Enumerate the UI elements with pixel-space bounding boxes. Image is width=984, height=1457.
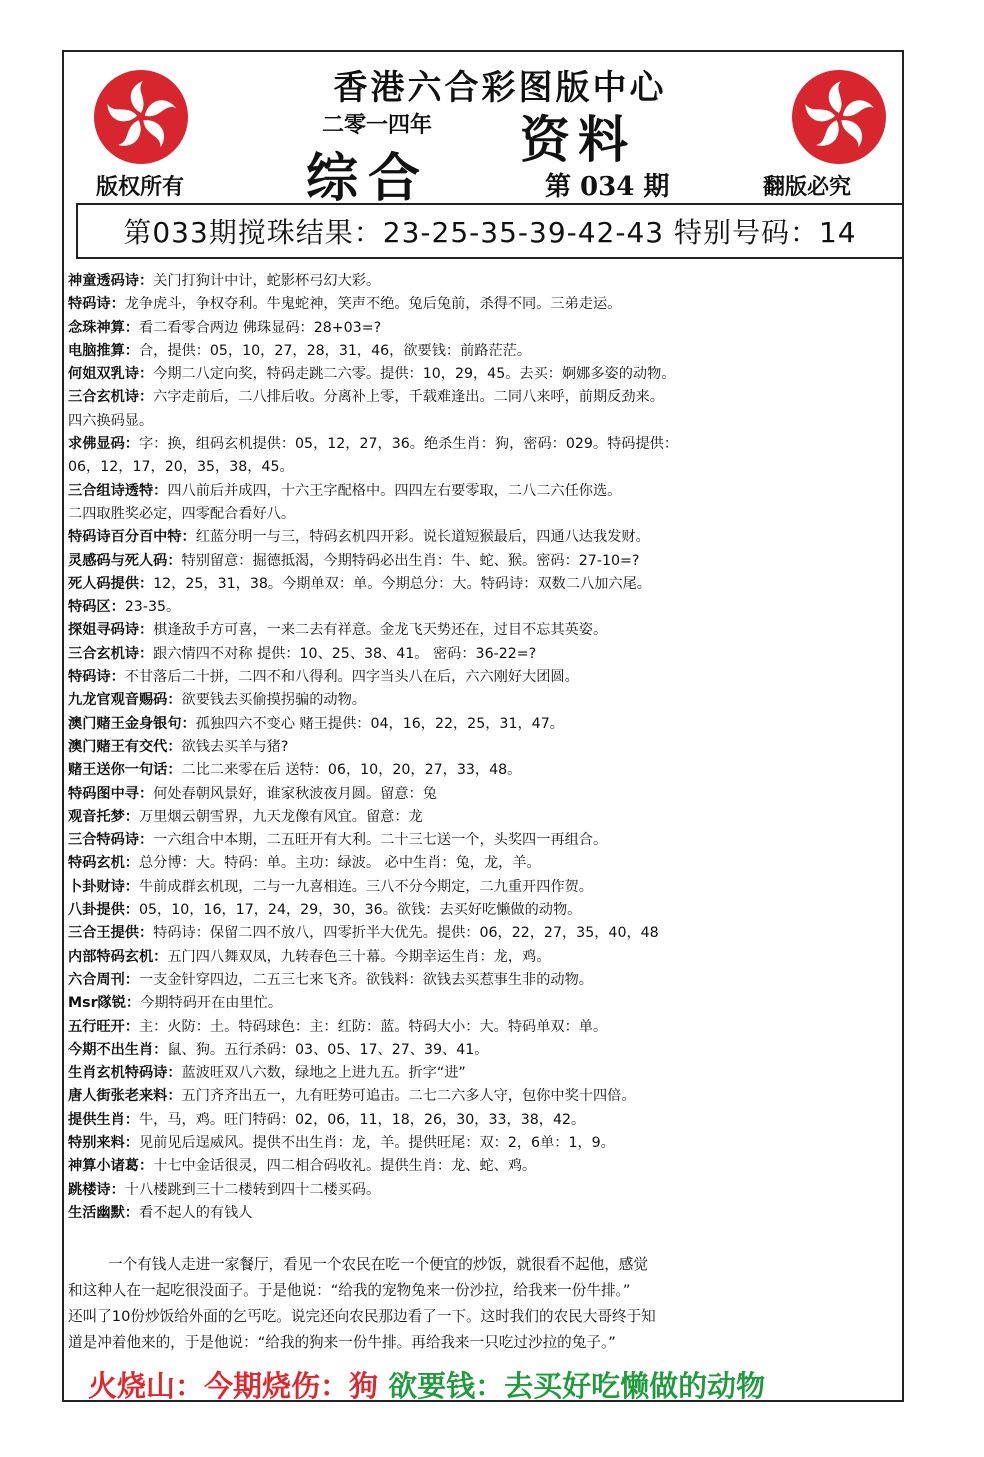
tip-line <box>68 480 902 503</box>
tip-text: 五门齐齐出五一，九有旺势可追击。二七二六多人守，包你中奖十四倍。 <box>181 1088 636 1105</box>
tip-line <box>68 946 902 969</box>
humor-story <box>68 1252 902 1356</box>
tip-key: 赌王送你一句话： <box>68 762 182 779</box>
footer-banner <box>88 1364 765 1405</box>
copyright-tag: 版权所有 <box>96 174 185 200</box>
tip-line <box>68 1155 902 1178</box>
tip-text: 万里烟云朝雪界，九天龙像有风宜。留意：龙 <box>138 808 423 825</box>
tip-text: 牛前成群玄机现，二与一九喜相连。三八不分今期定，二九重开四作贺。 <box>138 878 593 895</box>
tip-text: 今期特码开在由里忙。 <box>140 995 283 1012</box>
tip-line <box>68 550 902 573</box>
tip-key: 念珠神算： <box>68 319 139 336</box>
tip-line <box>68 829 902 852</box>
tip-line <box>68 806 902 829</box>
tip-line <box>68 596 902 619</box>
bauhinia-logo-left <box>94 70 188 164</box>
page-title: 香港六合彩图版中心 <box>333 68 667 108</box>
tips-list <box>68 270 902 1225</box>
tip-key: 提供生肖： <box>68 1111 139 1128</box>
tip-line <box>68 992 902 1015</box>
tip-text: 六字走前后，二八排后收。分离补上零，千载难逢出。二同八来呼，前期反劲来。 <box>153 389 664 406</box>
footer-red-text: 火烧山：今期烧伤：狗 <box>88 1369 379 1403</box>
tip-key: Msr隊锐： <box>68 995 141 1012</box>
tip-text: 合，提供：05，10，27，28，31，46，欲要钱：前路茫茫。 <box>138 342 532 359</box>
tip-text: 05，10，16，17，24，29，30，36。欲钱：去买好吃懒做的动物。 <box>138 902 582 919</box>
tip-key: 神童透码诗： <box>68 273 154 289</box>
bauhinia-logo-right <box>792 70 886 164</box>
tip-text: 孤独四六不变心 赌王提供：04，16，22，25，31，47。 <box>195 715 564 732</box>
tip-key: 三合王提供： <box>68 925 154 942</box>
tip-key: 特码诗百分百中特： <box>68 529 196 546</box>
tip-key: 三合玄机诗： <box>68 645 154 662</box>
tip-key: 生肖玄机特码诗： <box>68 1065 182 1082</box>
tip-text: 主：火防：土。特码球色：主：红防：蓝。特码大小：大。特码单双：单。 <box>138 1018 608 1035</box>
tip-text: 何处春朝风景好，谁家秋波夜月圆。留意：兔 <box>153 785 437 802</box>
tip-key: 特码诗： <box>68 669 125 686</box>
tip-key: 五行旺开： <box>68 1018 139 1035</box>
ziliao-heading: 资料 <box>520 110 636 169</box>
tip-key: 探姐寻码诗： <box>68 622 154 639</box>
issue-number: 第 034 期 <box>545 172 670 202</box>
tip-key: 九龙官观音赐码： <box>68 692 182 709</box>
tip-text: 关门打狗计中计，蛇影杯弓幻大彩。 <box>153 273 381 289</box>
tip-text: 欲要钱去买偷摸拐骗的动物。 <box>181 692 366 709</box>
tip-key: 特码区： <box>68 599 125 616</box>
tip-line <box>68 1016 902 1039</box>
tip-key: 生活幽默： <box>68 1204 139 1221</box>
tip-line <box>68 1039 902 1062</box>
story-line: 一个有钱人走进一家餐厅，看见一个农民在吃一个便宜的炒饭，就很看不起他，感觉 <box>108 1256 648 1273</box>
tip-text: 一六组合中本期，二五旺开有大利。二十三七送一个，头奖四一再组合。 <box>153 832 608 849</box>
tip-line <box>68 410 902 433</box>
tip-line <box>68 736 902 759</box>
story-line: 道是冲着他来的，于是他说：“给我的狗来一份牛排。再给我来一只吃过沙拉的兔子。” <box>68 1334 616 1351</box>
tip-line <box>68 876 902 899</box>
tip-line <box>68 643 902 666</box>
tip-line <box>68 317 902 340</box>
tip-line <box>68 783 902 806</box>
tip-line <box>68 619 902 642</box>
tip-key: 卜卦财诗： <box>68 878 139 895</box>
tip-text: 二比二来零在后 送特：06，10，20，27，33，48。 <box>181 762 522 779</box>
tip-key: 死人码提供： <box>68 575 154 592</box>
tip-key: 三合组诗透特： <box>68 482 168 499</box>
tip-key: 观音托梦： <box>68 808 139 825</box>
tip-text: 欲钱去买羊与猪? <box>181 738 289 755</box>
tip-text: 特码诗：保留二四不放八，四零折半大优先。提供：06，22，27，35，40，48 <box>153 925 659 942</box>
tip-line <box>68 1062 902 1085</box>
tip-text: 跟六情四不对称 提供：10、25、38、41。 密码：36-22=? <box>153 645 537 662</box>
bauhinia-icon <box>792 70 886 164</box>
tip-line <box>68 689 902 712</box>
no-piracy-tag: 翻版必究 <box>763 174 852 200</box>
tip-text: 十八楼跳到三十二楼转到四十二楼买码。 <box>124 1181 381 1198</box>
tip-text: 棋逢敌手方可喜，一来二去有祥意。金龙飞天势还在，过目不忘其英姿。 <box>153 622 608 639</box>
tip-text: 一支金针穿四边，二五三七来飞齐。欲钱料：欲钱去买惹事生非的动物。 <box>138 971 593 988</box>
tip-text: 23-35。 <box>124 599 181 616</box>
tip-line <box>68 1179 902 1202</box>
tip-key: 澳门赌王金身银句： <box>68 715 196 732</box>
tip-key: 何姐双乳诗： <box>68 366 154 383</box>
tip-text: 特别留意：掘德抵渴，今期特码必出生肖：牛、蛇、猴。密码：27-10=? <box>181 552 640 569</box>
tip-line <box>68 899 902 922</box>
tip-text: 红蓝分明一与三，特码玄机四开彩。说长道短猴最后，四通八达我发财。 <box>195 529 650 546</box>
tip-key: 跳楼诗： <box>68 1181 125 1198</box>
tip-line <box>68 363 902 386</box>
tip-line <box>68 1085 902 1108</box>
tip-line <box>68 293 902 316</box>
tip-line <box>68 456 902 479</box>
tip-text: 龙争虎斗，争权夺利。牛鬼蛇神，笑声不绝。兔后兔前，杀得不同。三弟走运。 <box>124 296 622 313</box>
tip-text: 鼠、狗。五行杀码：03、05、17、27、39、41。 <box>167 1041 489 1058</box>
tip-key: 澳门赌王有交代： <box>68 738 182 755</box>
tip-text: 看不起人的有钱人 <box>138 1204 253 1221</box>
tip-text: 二四取胜奖必定，四零配合看好八。 <box>68 505 296 522</box>
tip-line <box>68 340 902 363</box>
tip-line <box>68 386 902 409</box>
tip-key: 特码玄机： <box>68 855 139 872</box>
tip-line <box>68 573 902 596</box>
tip-text: 今期二八定向奖，特码走跳二六零。提供：10，29，45。去买：婀娜多姿的动物。 <box>153 366 676 383</box>
tip-text: 12，25，31，38。今期单双：单。今期总分：大。特码诗：双数二八加六尾。 <box>153 575 651 592</box>
tip-key: 神算小诸葛： <box>68 1158 154 1175</box>
tip-key: 唐人街张老来料： <box>68 1088 182 1105</box>
tip-text: 见前见后逞威风。提供不出生肖：龙，羊。提供旺尾：双：2，6单：1，9。 <box>138 1134 615 1151</box>
zonghe-heading: 综合 <box>306 148 431 209</box>
tip-text: 十七中金话很灵，四二相合码收礼。提供生肖：龙、蛇、鸡。 <box>153 1158 537 1175</box>
tip-line <box>68 1109 902 1132</box>
tip-line <box>68 526 902 549</box>
tip-text: 牛，马，鸡。旺门特码：02，06，11，18，26，30，33，38，42。 <box>138 1111 586 1128</box>
tip-line <box>68 922 902 945</box>
tip-line <box>68 666 902 689</box>
year-label: 二零一四年 <box>322 112 433 138</box>
tip-line <box>68 433 902 456</box>
tip-line <box>68 503 902 526</box>
tip-text: 看二看零合两边 佛珠显码：28+03=? <box>138 319 382 336</box>
tip-key: 求佛显码： <box>68 436 139 453</box>
tip-key: 特别来料： <box>68 1134 139 1151</box>
tip-key: 今期不出生肖： <box>68 1041 168 1058</box>
tip-key: 八卦提供： <box>68 902 139 919</box>
story-line: 和这种人在一起吃很没面子。于是他说：“给我的宠物兔来一份沙拉，给我来一份牛排。” <box>68 1282 631 1299</box>
tip-text: 06，12，17，20，35，38，45。 <box>68 459 294 476</box>
tip-key: 三合特码诗： <box>68 832 154 849</box>
tip-line <box>68 713 902 736</box>
tip-line <box>68 852 902 875</box>
tip-text: 四六换码显。 <box>68 412 154 429</box>
tip-line <box>68 759 902 782</box>
tip-text: 五门四八舞双凤，九转春色三十幕。今期幸运生肖：龙，鸡。 <box>167 948 551 965</box>
tip-line <box>68 1132 902 1155</box>
tip-line <box>68 270 902 293</box>
tip-key: 六合周刊： <box>68 971 139 988</box>
tip-key: 内部特码玄机： <box>68 948 168 965</box>
tip-text: 蓝波旺双八六数，绿地之上进九五。折字“进” <box>181 1065 466 1082</box>
draw-result: 第033期搅珠结果：23-25-35-39-42-43 特别号码：14 <box>123 216 857 249</box>
tip-line <box>68 1202 902 1225</box>
tip-key: 三合玄机诗： <box>68 389 154 406</box>
tip-text: 总分博：大。特码：单。主功：绿波。 必中生肖：兔，龙，羊。 <box>138 855 541 872</box>
bauhinia-icon <box>94 70 188 164</box>
tip-text: 四八前后并成四，十六王字配格中。四四左右要零取，二八二六任你选。 <box>167 482 622 499</box>
tip-text: 不甘落后二十拼，二四不和八得利。四字当头八在后，六六刚好大团圆。 <box>124 669 579 686</box>
tip-text: 字：换，组码玄机提供：05，12，27，36。绝杀生肖：狗，密码：029。特码提供： <box>138 436 679 453</box>
tip-key: 灵感码与死人码： <box>68 552 182 569</box>
draw-result-box <box>76 203 904 259</box>
story-line: 还叫了10份炒饭给外面的乞丐吃。说完还向农民那边看了一下。这时我们的农民大哥终于知 <box>68 1308 656 1325</box>
footer-green-text: 欲要钱：去买好吃懒做的动物 <box>388 1369 766 1403</box>
tip-key: 特码诗： <box>68 296 125 313</box>
tip-key: 电脑推算： <box>68 342 139 359</box>
tip-key: 特码图中寻： <box>68 785 154 802</box>
tip-line <box>68 969 902 992</box>
